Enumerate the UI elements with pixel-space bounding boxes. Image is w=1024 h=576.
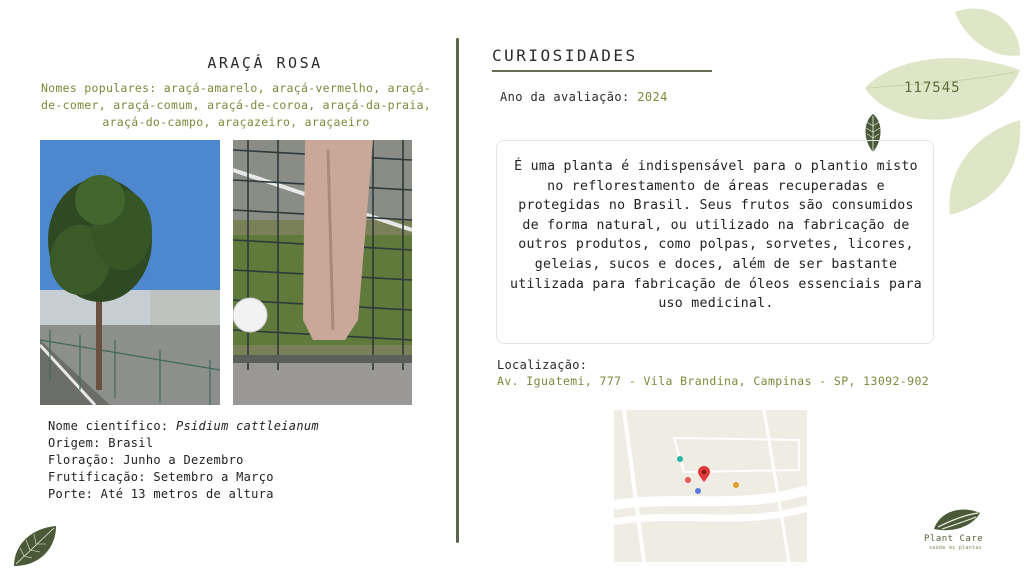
scientific-name-line bbox=[48, 418, 319, 435]
brand-name: Plant Care bbox=[924, 534, 984, 544]
year-value: 2024 bbox=[637, 90, 668, 104]
leaf-decoration-bottom-left bbox=[10, 522, 60, 570]
column-divider bbox=[456, 38, 459, 543]
evaluation-year bbox=[500, 90, 668, 104]
location-address[interactable]: Av. Iguatemi, 777 - Vila Brandina, Campinas - SP, 13092-902 bbox=[497, 374, 930, 388]
flowering-line: Floração: Junho a Dezembro bbox=[48, 453, 244, 467]
origin-line: Origem: Brasil bbox=[48, 436, 154, 450]
title-underline bbox=[492, 70, 712, 72]
scientific-name-label: Nome científico: bbox=[48, 419, 169, 433]
location-label: Localização: bbox=[497, 358, 588, 372]
scientific-name-value: Psidium cattleianum bbox=[175, 419, 319, 433]
fruiting-line: Frutificação: Setembro a Março bbox=[48, 470, 274, 484]
plant-title: ARAÇÁ ROSA bbox=[207, 54, 323, 72]
tree-photo bbox=[40, 140, 220, 405]
description-text: É uma planta é indispensável para o plantio misto no reflorestamento de áreas recuperadas e protegidas no Brasil. Seus frutos são consumidos de forma natural, ou utilizado na fabricação de outros produtos, como polpas, sorvetes, licores, geleias, sucos e doces, além de ser bastante utilizada para fabricação de óleos essenciais para uso medicinal. bbox=[510, 159, 922, 312]
location-map[interactable] bbox=[614, 410, 807, 562]
plant-info bbox=[48, 418, 319, 503]
plant-code: 117545 bbox=[904, 80, 961, 96]
size-line: Porte: Até 13 metros de altura bbox=[48, 487, 274, 501]
plant-care-logo-icon bbox=[932, 503, 982, 533]
popular-names: Nomes populares: araçá-amarelo, araçá-vermelho, araçá-de-comer, araçá-comum, araçá-de-coroa, araçá-da-praia, araçá-do-campo, araçazeiro, araçaeiro bbox=[40, 81, 432, 129]
brand-tagline: saúde às plantas bbox=[929, 545, 982, 551]
map-pin-icon bbox=[698, 466, 710, 482]
year-label: Ano da avaliação: bbox=[500, 90, 630, 104]
trunk-photo bbox=[233, 140, 412, 405]
curiosities-title: CURIOSIDADES bbox=[492, 46, 638, 65]
